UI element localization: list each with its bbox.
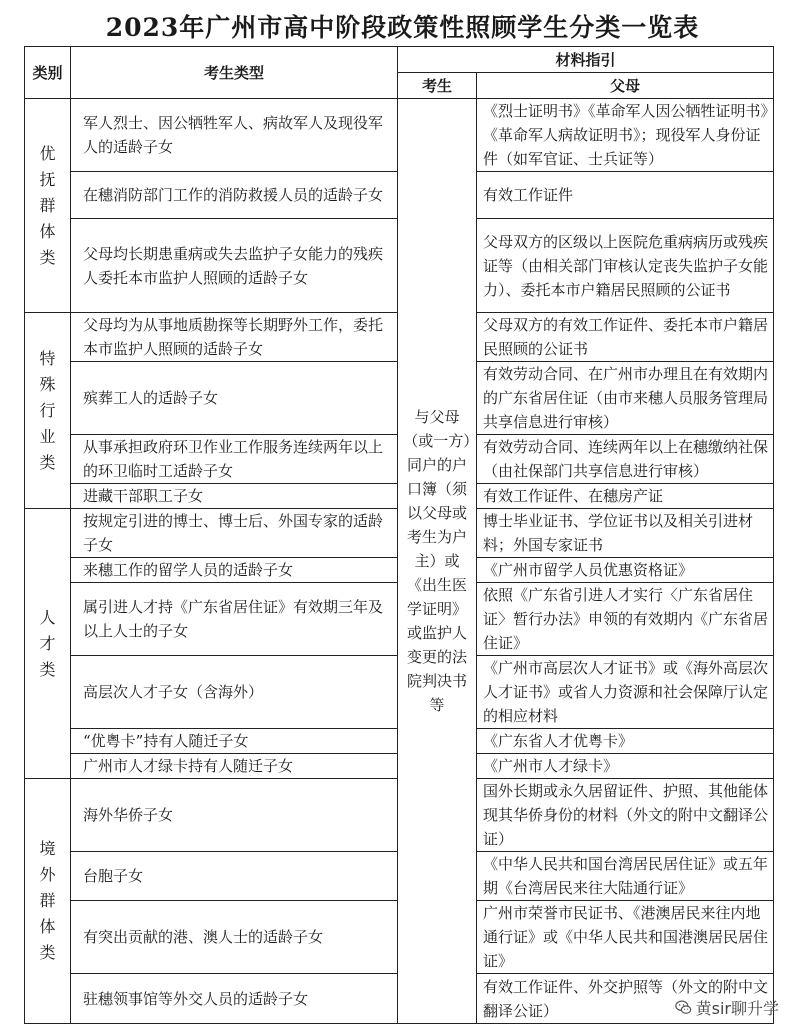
policy-table bbox=[24, 46, 774, 1024]
student-type-cell: 在穗消防部门工作的消防救援人员的适龄子女 bbox=[71, 172, 398, 219]
parent-material-cell: 《广州市高层次人才证书》或《海外高层次人才证书》或省人力资源和社会保障厅认定的相应材料 bbox=[477, 656, 774, 729]
watermark-text: 黄sir聊升学 bbox=[695, 999, 779, 1018]
page-title: 2023年广州市高中阶段政策性照顾学生分类一览表 bbox=[105, 13, 700, 42]
parent-material-cell: 有效劳动合同、在广州市办理且在有效期内的广东省居住证（由市来穗人员服务管理局共享信息进行审核） bbox=[477, 362, 774, 435]
student-type-cell: 军人烈士、因公牺牲军人、病故军人及现役军人的适龄子女 bbox=[71, 99, 398, 172]
category-cell: 特殊行业类 bbox=[25, 313, 71, 509]
parent-material-cell: 父母双方的有效工作证件、委托本市户籍居民照顾的公证书 bbox=[477, 313, 774, 362]
parent-material-cell: 有效劳动合同、连续两年以上在穗缴纳社保（由社保部门共享信息进行审核） bbox=[477, 435, 774, 484]
table-row bbox=[25, 99, 774, 172]
wechat-icon bbox=[675, 999, 692, 1016]
student-type-cell: 海外华侨子女 bbox=[71, 779, 398, 852]
student-type-cell: 来穗工作的留学人员的适龄子女 bbox=[71, 558, 398, 583]
parent-material-cell: 有效工作证件、在穗房产证 bbox=[477, 484, 774, 509]
watermark bbox=[675, 996, 779, 1019]
parent-material-cell: 有效工作证件、外交护照等（外文的附中文翻译公证） bbox=[477, 974, 774, 1024]
parent-material-cell: 《广州市人才绿卡》 bbox=[477, 754, 774, 779]
student-type-cell: 父母均长期患重病或失去监护子女能力的残疾人委托本市监护人照顾的适龄子女 bbox=[71, 219, 398, 313]
parent-material-cell: 博士毕业证书、学位证书以及相关引进材料；外国专家证书 bbox=[477, 509, 774, 558]
parent-material-cell: 《广东省人才优粤卡》 bbox=[477, 729, 774, 754]
student-type-cell: 高层次人才子女（含海外） bbox=[71, 656, 398, 729]
student-type-cell: 殡葬工人的适龄子女 bbox=[71, 362, 398, 435]
student-type-cell: 台胞子女 bbox=[71, 852, 398, 901]
parent-material-cell: 广州市荣誉市民证书、《港澳居民来往内地通行证》或《中华人民共和国港澳居民居住证》 bbox=[477, 901, 774, 974]
parent-material-cell: 《中华人民共和国台湾居民居住证》或五年期《台湾居民来往大陆通行证》 bbox=[477, 852, 774, 901]
header-category: 类别 bbox=[25, 47, 71, 99]
parent-material-cell: 《烈士证明书》《革命军人因公牺牲证明书》《革命军人病故证明书》；现役军人身份证件（如军官证、士兵证等） bbox=[477, 99, 774, 172]
parent-material-cell: 《广州市留学人员优惠资格证》 bbox=[477, 558, 774, 583]
parent-material-cell: 有效工作证件 bbox=[477, 172, 774, 219]
student-type-cell: “优粤卡”持有人随迁子女 bbox=[71, 729, 398, 754]
student-type-cell: 有突出贡献的港、澳人士的适龄子女 bbox=[71, 901, 398, 974]
header-student: 考生 bbox=[398, 73, 477, 99]
student-type-cell: 进藏干部职工子女 bbox=[71, 484, 398, 509]
student-type-cell: 广州市人才绿卡持有人随迁子女 bbox=[71, 754, 398, 779]
header-student-type: 考生类型 bbox=[71, 47, 398, 99]
category-cell: 优抚群体类 bbox=[25, 99, 71, 313]
student-type-cell: 按规定引进的博士、博士后、外国专家的适龄子女 bbox=[71, 509, 398, 558]
category-cell: 人才类 bbox=[25, 509, 71, 779]
parent-material-cell: 依照《广东省引进人才实行〈广东省居住证〉暂行办法》申领的有效期内《广东省居住证》 bbox=[477, 583, 774, 656]
header-parents: 父母 bbox=[477, 73, 774, 99]
parent-material-cell: 父母双方的区级以上医院危重病病历或残疾证等（由相关部门审核认定丧失监护子女能力）、委托本市户籍居民照顾的公证书 bbox=[477, 219, 774, 313]
student-material-cell: 与父母（或一方）同户的户口簿（须以父母或考生为户主）或《出生医学证明》或监护人变更的法院判决书等 bbox=[398, 99, 477, 1024]
student-type-cell: 父母均为从事地质勘探等长期野外工作，委托本市监护人照顾的适龄子女 bbox=[71, 313, 398, 362]
student-type-cell: 驻穗领事馆等外交人员的适龄子女 bbox=[71, 974, 398, 1024]
parent-material-cell: 国外长期或永久居留证件、护照、其他能体现其华侨身份的材料（外文的附中文翻译公证） bbox=[477, 779, 774, 852]
student-type-cell: 从事承担政府环卫作业工作服务连续两年以上的环卫临时工适龄子女 bbox=[71, 435, 398, 484]
category-cell: 境外群体类 bbox=[25, 779, 71, 1024]
student-type-cell: 属引进人才持《广东省居住证》有效期三年及以上人士的子女 bbox=[71, 583, 398, 656]
header-materials: 材料指引 bbox=[398, 47, 774, 73]
